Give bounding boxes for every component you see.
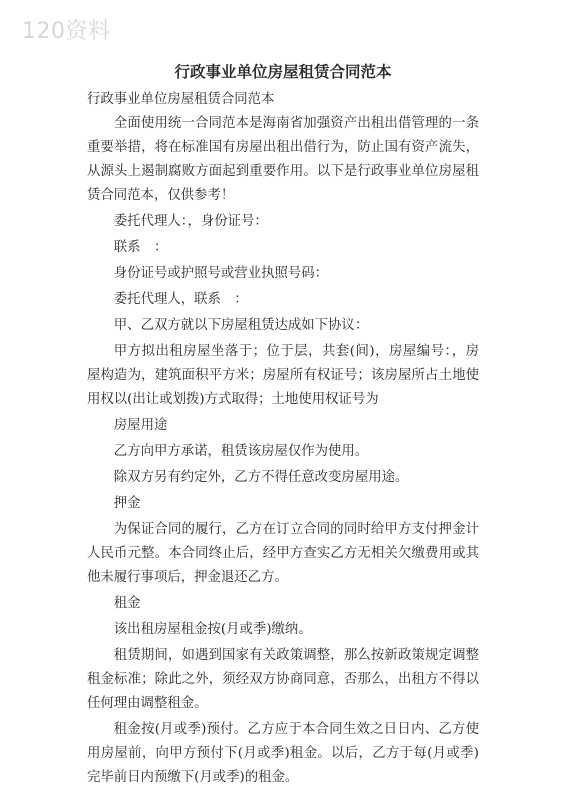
- paragraph-agent-contact: 委托代理人，联系 ：: [113, 292, 248, 307]
- paragraph-contact: 联系 ：: [113, 240, 168, 255]
- document-subtitle: 行政事业单位房屋租赁合同范本: [87, 92, 275, 107]
- paragraph-id-number: 身份证号或护照号或营业执照号码：: [113, 266, 329, 281]
- paragraph-rent-payment: 该出租房屋租金按(月或季)缴纳。: [113, 622, 312, 637]
- heading-rent: 租金: [113, 596, 141, 611]
- paragraph-agreement: 甲、乙双方就以下房屋租赁达成如下协议：: [113, 318, 369, 333]
- document-title: 行政事业单位房屋租赁合同范本: [174, 62, 392, 81]
- heading-usage: 房屋用途: [113, 418, 168, 433]
- paragraph-rent-prepay: 租金按(月或季)预付。乙方应于本合同生效之日日内、乙方使用房屋前，向甲方预付下(月或季)租金。以后，乙方于每(月或季)完毕前日内预缴下(月或季)的租金。: [87, 722, 479, 785]
- paragraph-property: 甲方拟出租房屋坐落于；位于层，共套(间)，房屋编号：，房屋构造为，建筑面积平方米；房屋所有权证号；该房屋所占土地使用权以(出让或划拨)方式取得；土地使用权证号为: [87, 344, 479, 407]
- watermark-logo: 120资料: [22, 19, 111, 44]
- paragraph-agent: 委托代理人：，身份证号：: [113, 214, 268, 229]
- paragraph-usage-promise: 乙方向甲方承诺，租赁该房屋仅作为使用。: [113, 444, 369, 459]
- paragraph-intro: 全面使用统一合同范本是海南省加强资产出租出借管理的一条重要举措，将在标准国有房屋出租出借行为，防止国有资产流失，从源头上遏制腐败方面起到重要作用。以下是行政事业单位房屋租赁合同范本，仅供参考！: [87, 116, 479, 203]
- paragraph-deposit: 为保证合同的履行，乙方在订立合同的同时给甲方支付押金计人民币元整。本合同终止后，经甲方查实乙方无相关欠缴费用或其他未履行事项后，押金退还乙方。: [87, 522, 479, 585]
- heading-deposit: 押金: [113, 496, 141, 511]
- document-page: [87, 60, 479, 790]
- paragraph-usage-change: 除双方另有约定外，乙方不得任意改变房屋用途。: [113, 470, 409, 485]
- paragraph-rent-adjustment: 租赁期间，如遇到国家有关政策调整，那么按新政策规定调整租金标准；除此之外，须经双方协商同意，否那么，出租方不得以任何理由调整租金。: [87, 648, 479, 711]
